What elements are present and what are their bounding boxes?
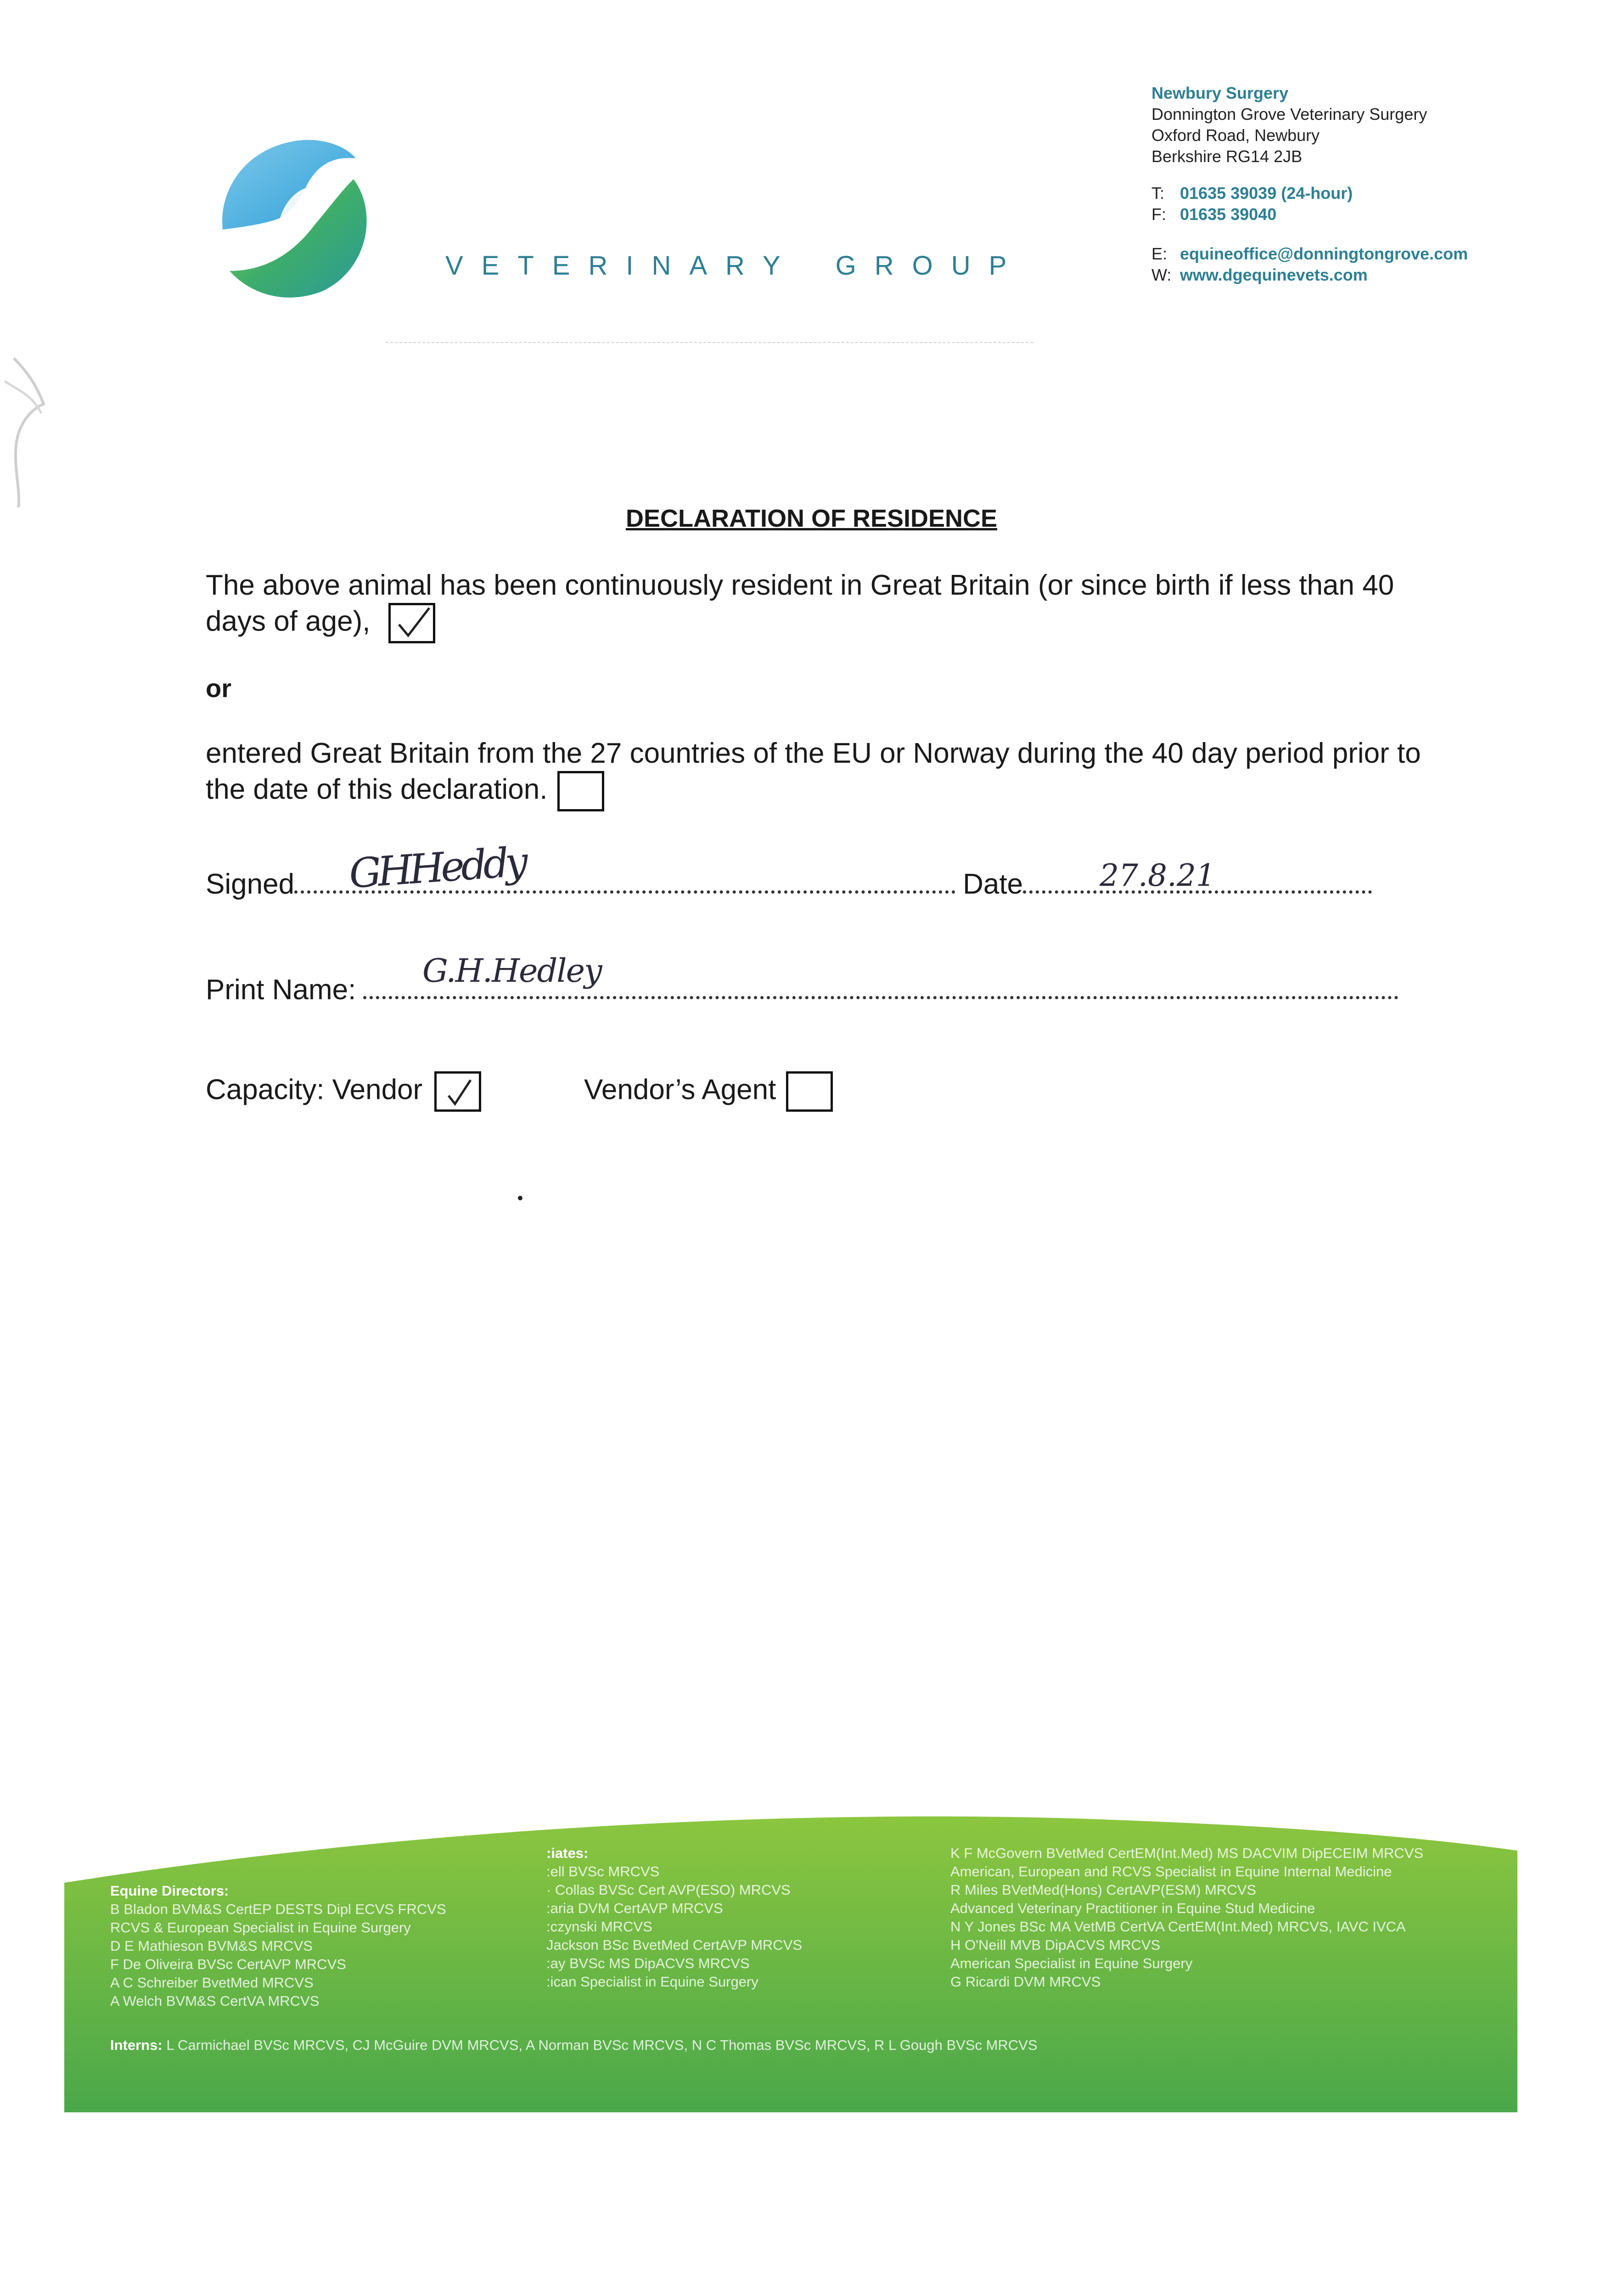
vendor-agent-group: [584, 1071, 833, 1112]
tel-label: T:: [1151, 184, 1165, 203]
specialist-line: R Miles BVetMed(Hons) CertAVP(ESM) MRCVS: [950, 1882, 1257, 1898]
director-line: D E Mathieson BVM&S MRCVS: [110, 1938, 313, 1954]
specialist-line: G Ricardi DVM MRCVS: [950, 1974, 1101, 1990]
interns-list: L Carmichael BVSc MRCVS, CJ McGuire DVM MRCVS, A Norman BVSc MRCVS, N C Thomas BVSc MRCVS, R L Gough BVSc MRCVS: [166, 2037, 1038, 2053]
specialist-line: American Specialist in Equine Surgery: [950, 1955, 1193, 1971]
handwritten-date: 27.8.21: [1100, 858, 1215, 893]
entry-statement-text: entered Great Britain from the 27 countries of the EU or Norway during the 40 day period prior to the date of this declaration.: [206, 737, 1421, 805]
associate-line: :ay BVSc MS DipACVS MRCVS: [546, 1955, 750, 1971]
print-name-row: [206, 974, 1398, 1006]
handwritten-print-name: G.H.Hedley: [422, 952, 601, 990]
director-line: B Bladon BVM&S CertEP DESTS Dipl ECVS FRCVS: [110, 1901, 446, 1917]
associate-line: :ican Specialist in Equine Surgery: [546, 1974, 758, 1990]
veterinary-group-logo: [216, 133, 381, 303]
specialist-line: Advanced Veterinary Practitioner in Equine Stud Medicine: [950, 1900, 1315, 1916]
print-name-line[interactable]: [363, 991, 1398, 999]
email-label: E:: [1151, 244, 1168, 263]
scan-artifact-mark: [0, 354, 51, 510]
surgery-name: Newbury Surgery: [1151, 84, 1289, 102]
capacity-row: [206, 1071, 481, 1112]
specialist-line: N Y Jones BSc MA VetMB CertVA CertEM(Int.Med) MRCVS, IAVC IVCA: [950, 1919, 1406, 1935]
resident-checkbox[interactable]: [388, 603, 435, 643]
website-link[interactable]: www.dgequinevets.com: [1180, 265, 1368, 284]
print-name-label: Print Name:: [206, 974, 356, 1006]
vendor-checkbox[interactable]: [434, 1071, 481, 1112]
director-line: A C Schreiber BvetMed MRCVS: [110, 1975, 314, 1991]
or-separator: or: [206, 674, 231, 703]
associates-heading: :iates:: [546, 1845, 589, 1861]
director-line: A Welch BVM&S CertVA MRCVS: [110, 1993, 320, 2009]
vendor-agent-checkbox[interactable]: [786, 1071, 833, 1112]
handwritten-signature: GHHeddy: [347, 838, 526, 898]
specialist-line: K F McGovern BVetMed CertEM(Int.Med) MS DACVIM DipECEIM MRCVS: [950, 1845, 1424, 1861]
associate-line: :ell BVSc MRCVS: [546, 1863, 660, 1880]
date-label: Date: [963, 868, 1023, 900]
web-label: W:: [1151, 265, 1172, 284]
brand-word-group: GROUP: [835, 251, 1025, 281]
entry-statement: [206, 736, 1445, 811]
associate-line: Jackson BSc BvetMed CertAVP MRCVS: [546, 1937, 803, 1953]
footer-green-band: [64, 1791, 1517, 2112]
specialist-line: American, European and RCVS Specialist in Equine Internal Medicine: [950, 1863, 1392, 1880]
capacity-vendor-label: Capacity: Vendor: [206, 1074, 423, 1106]
directors-heading: Equine Directors:: [110, 1883, 229, 1899]
checkmark-icon: [437, 1074, 479, 1109]
associate-line: · Collas BVSc Cert AVP(ESO) MRCVS: [546, 1882, 791, 1898]
entered-gb-checkbox[interactable]: [557, 771, 604, 811]
residence-statement-text: The above animal has been continuously resident in Great Britain (or since birth if less than 40 days of age),: [206, 569, 1394, 637]
vendor-agent-label: Vendor’s Agent: [584, 1074, 776, 1106]
address-line-2: Oxford Road, Newbury: [1151, 126, 1320, 145]
tel-value: 01635 39039 (24-hour): [1180, 184, 1353, 203]
address-line-3: Berkshire RG14 2JB: [1151, 147, 1303, 166]
declaration-title: DECLARATION OF RESIDENCE: [625, 505, 998, 532]
brand-word-veterinary: VETERINARY: [445, 251, 799, 281]
fax-value: 01635 39040: [1180, 205, 1277, 224]
address-line-1: Donnington Grove Veterinary Surgery: [1151, 105, 1427, 124]
email-link[interactable]: equineoffice@donningtongrove.com: [1180, 244, 1468, 263]
contact-details: [1151, 183, 1468, 286]
associate-line: :czynski MRCVS: [546, 1919, 652, 1935]
specialist-line: H O'Neill MVB DipACVS MRCVS: [950, 1937, 1161, 1953]
interns-label: Interns:: [110, 2037, 163, 2053]
signed-label: Signed: [206, 868, 295, 900]
associate-line: :aria DVM CertAVP MRCVS: [546, 1900, 723, 1916]
director-line: F De Oliveira BVSc CertAVP MRCVS: [110, 1956, 346, 1972]
checkmark-icon: [391, 605, 433, 641]
header-divider: [386, 342, 1033, 343]
surgery-address: [1151, 83, 1427, 167]
fax-label: F:: [1151, 205, 1166, 224]
stray-ink-dot: [518, 1196, 522, 1200]
director-line: RCVS & European Specialist in Equine Surgery: [110, 1919, 411, 1936]
residence-statement: [206, 568, 1445, 643]
brand-wordmark: [445, 250, 1025, 281]
